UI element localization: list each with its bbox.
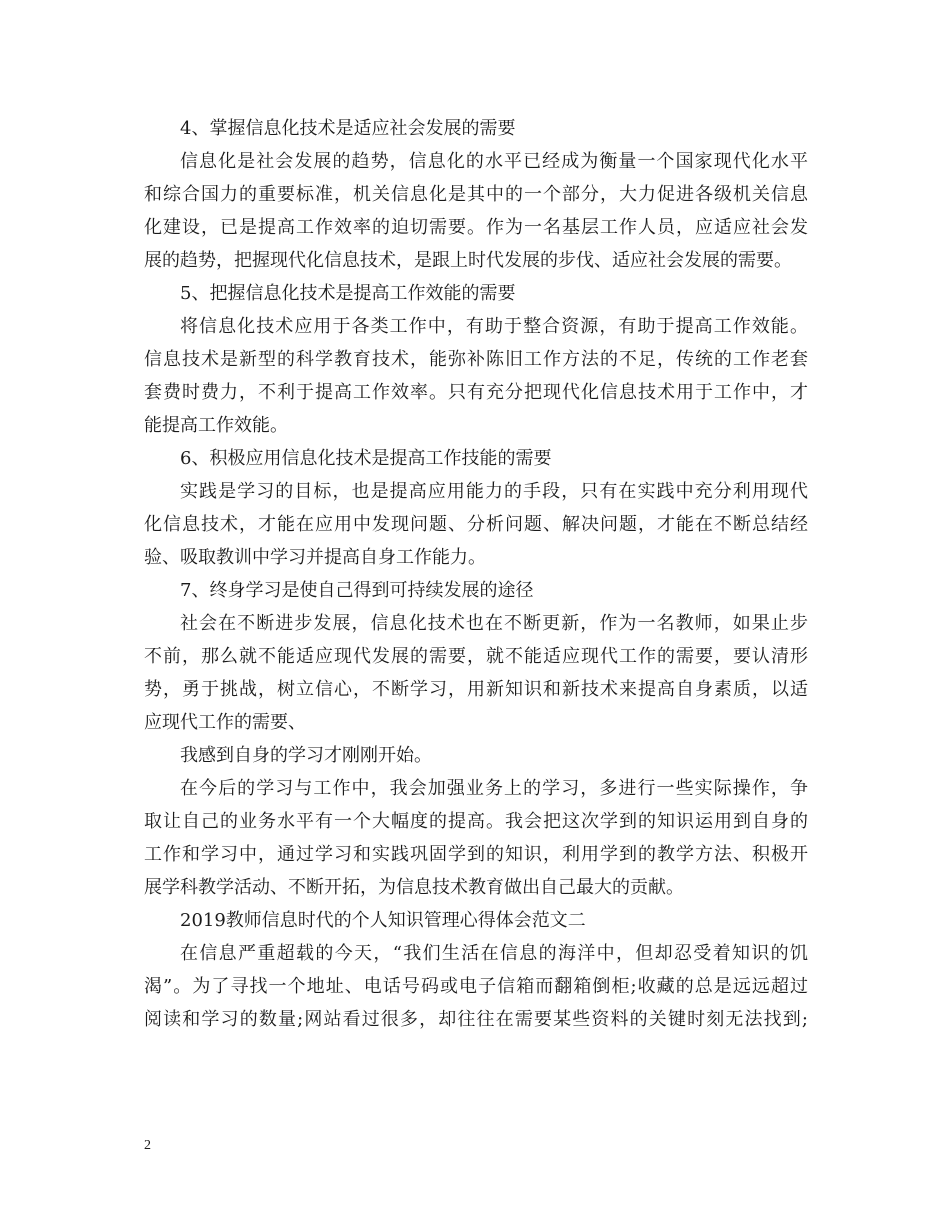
text-line: 6、积极应用信息化技术是提高工作技能的需要 [180,448,552,469]
text-line: 在今后的学习与工作中，我会加强业务上的学习，多进行一些实际操作，争 [180,778,808,799]
text-line: 将信息化技术应用于各类工作中，有助于整合资源，有助于提高工作效能。 [180,316,808,337]
text-line: 5、把握信息化技术是提高工作效能的需要 [180,283,516,304]
text-line: 信息技术是新型的科学教育技术，能弥补陈旧工作方法的不足，传统的工作老套 [144,349,808,370]
document-body [144,112,808,1036]
text-line: 化信息技术，才能在应用中发现问题、分析问题、解决问题，才能在不断总结经 [144,514,808,535]
text-line: 和综合国力的重要标准，机关信息化是其中的一个部分，大力促进各级机关信息 [144,184,808,205]
text-line: 展学科教学活动、不断开拓，为信息技术教育做出自己最大的贡献。 [144,877,684,898]
text-line: 能提高工作效能。 [144,415,288,436]
text-line: 社会在不断进步发展，信息化技术也在不断更新，作为一名教师，如果止步 [180,613,808,634]
text-line: 取让自己的业务水平有一个大幅度的提高。我会把这次学到的知识运用到自身的 [144,811,808,832]
text-line: 阅读和学习的数量;网站看过很多，却往往在需要某些资料的关键时刻无法找到; [144,1009,808,1030]
text-line: 应现代工作的需要、 [144,712,306,733]
text-line: 2019教师信息时代的个人知识管理心得体会范文二 [180,910,586,931]
text-line: 套费时费力，不利于提高工作效率。只有充分把现代化信息技术用于工作中，才 [144,382,808,403]
text-line: 验、吸取教训中学习并提高自身工作能力。 [144,547,486,568]
text-line: 4、掌握信息化技术是适应社会发展的需要 [180,118,516,139]
text-line: 我感到自身的学习才刚刚开始。 [180,745,432,766]
text-line: 实践是学习的目标，也是提高应用能力的手段，只有在实践中充分利用现代 [180,481,808,502]
text-line: 不前，那么就不能适应现代发展的需要，就不能适应现代工作的需要，要认清形 [144,646,808,667]
text-line: 势，勇于挑战，树立信心，不断学习，用新知识和新技术来提高自身素质，以适 [144,679,808,700]
text-line: 渴”。为了寻找一个地址、电话号码或电子信箱而翻箱倒柜;收藏的总是远远超过 [144,976,808,997]
page-number: 2 [144,1138,151,1153]
text-line: 7、终身学习是使自己得到可持续发展的途径 [180,580,534,601]
text-line: 信息化是社会发展的趋势，信息化的水平已经成为衡量一个国家现代化水平 [180,151,808,172]
text-line: 化建设，已是提高工作效率的迫切需要。作为一名基层工作人员，应适应社会发 [144,217,808,238]
text-line: 工作和学习中，通过学习和实践巩固学到的知识，利用学到的教学方法、积极开 [144,844,808,865]
text-line: 在信息严重超载的今天，“我们生活在信息的海洋中，但却忍受着知识的饥 [180,943,808,964]
text-line: 展的趋势，把握现代化信息技术，是跟上时代发展的步伐、适应社会发展的需要。 [144,250,792,271]
